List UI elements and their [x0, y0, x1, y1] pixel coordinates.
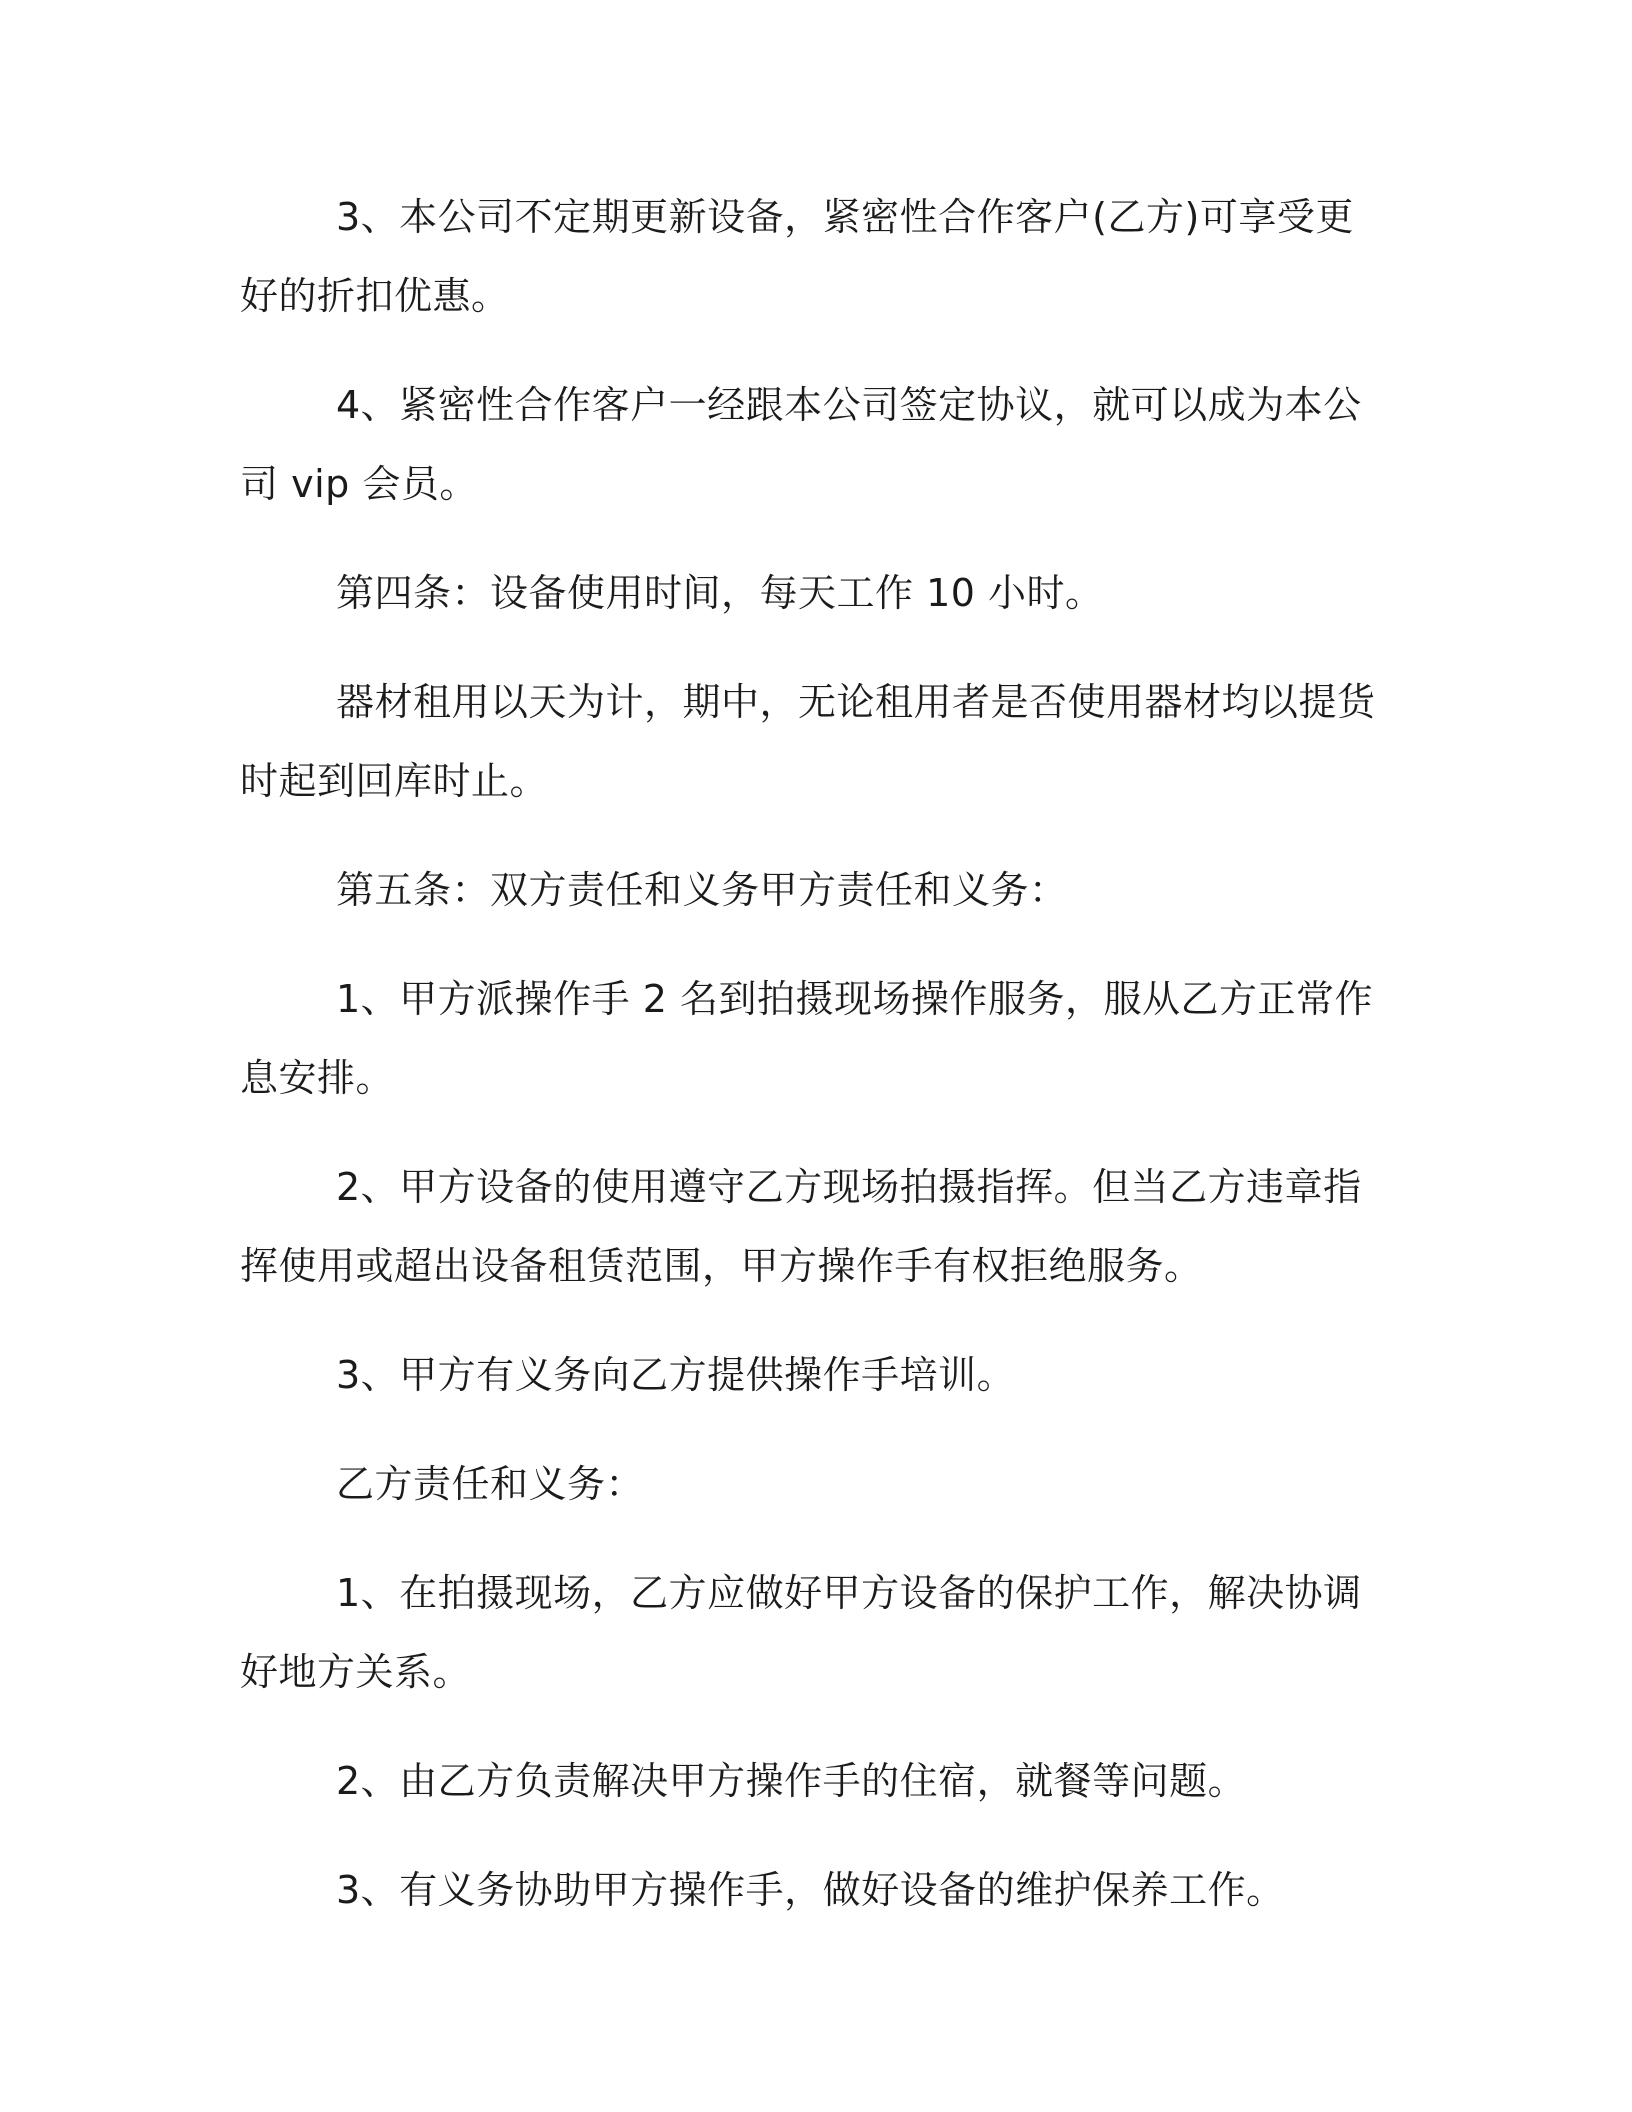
document-body [240, 178, 1380, 1960]
paragraph-rental-period: 器材租用以天为计，期中，无论租用者是否使用器材均以提货时起到回库时止。 [240, 680, 1376, 803]
paragraph-article-5-responsibilities: 第五条：双方责任和义务甲方责任和义务： [336, 868, 1068, 912]
paragraph-article-4-usage-time: 第四条：设备使用时间，每天工作 10 小时。 [336, 571, 1104, 615]
paragraph-party-b-item-2: 2、由乙方负责解决甲方操作手的住宿，就餐等问题。 [336, 1759, 1247, 1803]
paragraph-party-b-item-3: 3、有义务协助甲方操作手，做好设备的维护保养工作。 [336, 1868, 1285, 1912]
paragraph-party-a-item-2: 2、甲方设备的使用遵守乙方现场拍摄指挥。但当乙方违章指挥使用或超出设备租赁范围，甲方操作手有权拒绝服务。 [240, 1165, 1362, 1288]
paragraph-clause-3-discount: 3、本公司不定期更新设备，紧密性合作客户(乙方)可享受更好的折扣优惠。 [240, 195, 1354, 318]
paragraph-party-b-item-1: 1、在拍摄现场，乙方应做好甲方设备的保护工作，解决协调好地方关系。 [240, 1571, 1362, 1694]
paragraph-party-a-item-1: 1、甲方派操作手 2 名到拍摄现场操作服务，服从乙方正常作息安排。 [240, 977, 1374, 1100]
paragraph-party-b-heading: 乙方责任和义务： [336, 1462, 645, 1506]
paragraph-party-a-item-3: 3、甲方有义务向乙方提供操作手培训。 [336, 1353, 1016, 1397]
paragraph-clause-4-vip: 4、紧密性合作客户一经跟本公司签定协议，就可以成为本公司 vip 会员。 [240, 383, 1362, 506]
